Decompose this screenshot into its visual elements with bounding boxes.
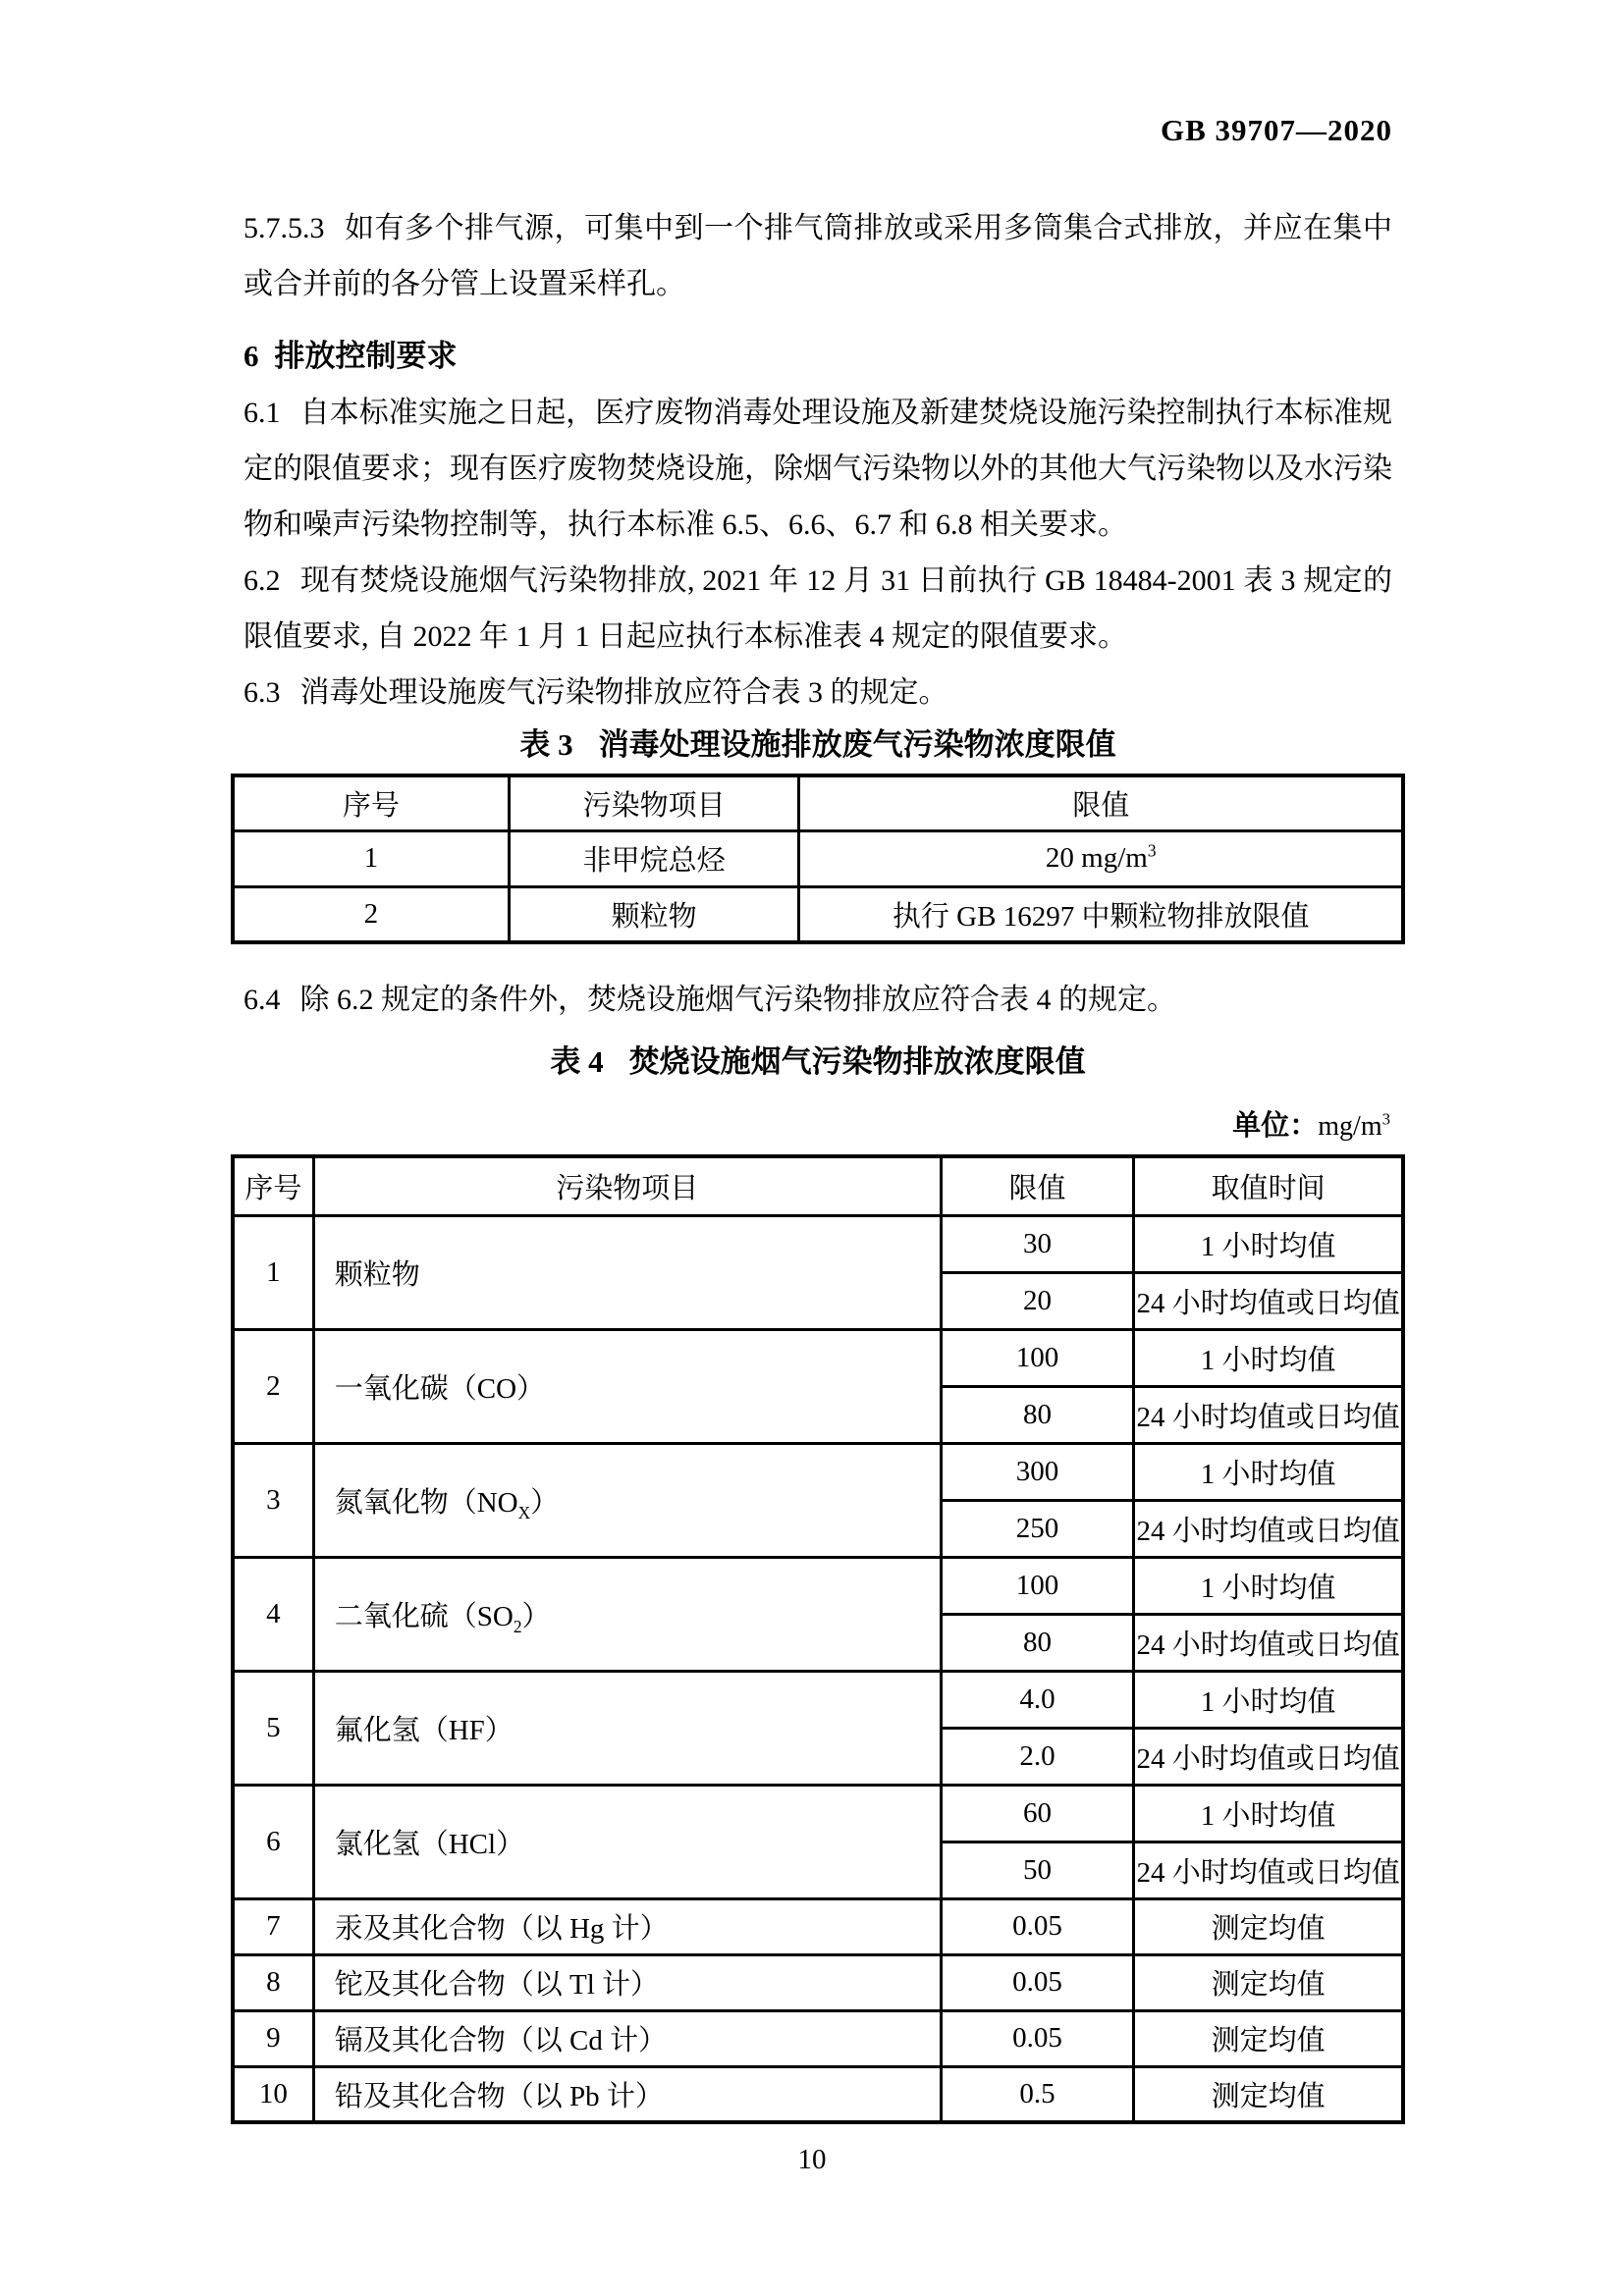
table-row — [233, 1443, 1403, 1500]
limit-value: 60 — [941, 1785, 1134, 1842]
pollutant-item: 非甲烷总烃 — [509, 830, 799, 886]
limit-value: 80 — [941, 1614, 1134, 1671]
table3-title — [244, 724, 1392, 766]
limit-value — [799, 830, 1403, 886]
table-row — [233, 1785, 1403, 1842]
table-row — [233, 1954, 1403, 2010]
pollutant-name — [313, 1443, 941, 1557]
table-row — [233, 1215, 1403, 1272]
row-no: 9 — [233, 2010, 313, 2066]
clause-number: 6.4 — [244, 984, 281, 1016]
row-no: 2 — [233, 1329, 313, 1443]
time-basis: 1 小时均值 — [1134, 1215, 1403, 1272]
clause-text: 消毒处理设施废气污染物排放应符合表 3 的规定。 — [299, 676, 948, 709]
pollutant-name: 铅及其化合物（以 Pb 计） — [313, 2066, 941, 2122]
time-basis: 1 小时均值 — [1134, 1785, 1403, 1842]
clause-6-4 — [244, 972, 1392, 1028]
pollutant-name-subscript: 2 — [513, 1616, 522, 1636]
table4-unit-note — [244, 1108, 1392, 1145]
table4-title-text: 焚烧设施烟气污染物排放浓度限值 — [628, 1044, 1086, 1079]
pollutant-name — [313, 1785, 941, 1898]
table4-header-limit: 限值 — [941, 1156, 1134, 1215]
table3-header-no: 序号 — [233, 775, 509, 830]
unit-superscript: 3 — [1381, 1109, 1390, 1129]
limit-value: 30 — [941, 1215, 1134, 1272]
limit-value-text: 20 mg/m — [1045, 842, 1148, 874]
pollutant-name-text: 氟化氢（HF） — [334, 1714, 514, 1746]
page-content — [244, 0, 1400, 2124]
pollutant-name-text: 二氧化硫（SO — [334, 1600, 514, 1632]
row-no: 10 — [233, 2066, 313, 2122]
table4-header-time: 取值时间 — [1134, 1156, 1403, 1215]
page-number: 10 — [797, 2144, 827, 2175]
clause-number: 5.7.5.3 — [244, 212, 325, 244]
table-row — [233, 886, 1403, 942]
table-row — [233, 1671, 1403, 1728]
limit-value: 0.05 — [941, 1898, 1134, 1954]
table4-header-item: 污染物项目 — [313, 1156, 941, 1215]
limit-value — [799, 886, 1403, 942]
time-basis: 测定均值 — [1134, 1954, 1403, 2010]
pollutant-name-text: 氮氧化物（NO — [334, 1486, 518, 1519]
clause-number: 6.3 — [244, 676, 281, 709]
limit-value: 100 — [941, 1557, 1134, 1614]
pollutant-name — [313, 1557, 941, 1671]
section-6-heading — [244, 334, 1392, 379]
time-basis: 测定均值 — [1134, 2066, 1403, 2122]
clause-6-1 — [244, 385, 1392, 553]
pollutant-name: 铊及其化合物（以 Tl 计） — [313, 1954, 941, 2010]
limit-value-text: 执行 GB 16297 中颗粒物排放限值 — [892, 900, 1310, 933]
limit-value: 2.0 — [941, 1728, 1134, 1785]
table4-header-no: 序号 — [233, 1156, 313, 1215]
clause-text: 除 6.2 规定的条件外，焚烧设施烟气污染物排放应符合表 4 的规定。 — [299, 984, 1176, 1016]
limit-value: 300 — [941, 1443, 1134, 1500]
standard-number: GB 39707—2020 — [1160, 113, 1392, 147]
time-basis: 24 小时均值或日均值 — [1134, 1842, 1403, 1898]
clause-text: 自本标准实施之日起，医疗废物消毒处理设施及新建焚烧设施污染控制执行本标准规定的限值要求；现有医疗废物焚烧设施，除烟气污染物以外的其他大气污染物以及水污染物和噪声污染物控制等，执行本标准 6.5、6.6、6.7 和 6.8 相关要求。 — [244, 397, 1392, 541]
limit-value-superscript: 3 — [1147, 840, 1157, 861]
limit-value: 0.05 — [941, 1954, 1134, 2010]
pollutant-name: 镉及其化合物（以 Cd 计） — [313, 2010, 941, 2066]
row-no: 4 — [233, 1557, 313, 1671]
time-basis: 24 小时均值或日均值 — [1134, 1500, 1403, 1557]
table-row — [233, 1329, 1403, 1386]
limit-value: 20 — [941, 1272, 1134, 1329]
clause-6-3 — [244, 665, 1392, 721]
pollutant-name-subscript: X — [517, 1502, 531, 1522]
time-basis: 24 小时均值或日均值 — [1134, 1728, 1403, 1785]
row-no: 7 — [233, 1898, 313, 1954]
table-row — [233, 1898, 1403, 1954]
table3-header-item: 污染物项目 — [509, 775, 799, 830]
time-basis: 24 小时均值或日均值 — [1134, 1614, 1403, 1671]
pollutant-name-text: 氯化氢（HCl） — [334, 1828, 525, 1860]
table3-label: 表 3 — [519, 727, 573, 762]
clause-number: 6.2 — [244, 564, 281, 597]
table4-label: 表 4 — [550, 1044, 604, 1079]
table4-title — [244, 1041, 1392, 1083]
section-title: 排放控制要求 — [274, 339, 458, 373]
pollutant-name-suffix: ） — [530, 1486, 560, 1519]
row-no: 8 — [233, 1954, 313, 2010]
table3-header-limit: 限值 — [799, 775, 1403, 830]
time-basis: 测定均值 — [1134, 2010, 1403, 2066]
unit-label: 单位： — [1232, 1110, 1319, 1142]
row-no: 6 — [233, 1785, 313, 1898]
unit-value: mg/m — [1318, 1111, 1382, 1142]
clause-6-2 — [244, 553, 1392, 665]
table-row — [233, 830, 1403, 886]
table3 — [231, 774, 1405, 944]
table-row — [233, 2010, 1403, 2066]
pollutant-name — [313, 1329, 941, 1443]
table3-title-text: 消毒处理设施排放废气污染物浓度限值 — [598, 727, 1116, 762]
table-row — [233, 2066, 1403, 2122]
clause-5-7-5-3 — [244, 200, 1392, 312]
pollutant-name-text: 颗粒物 — [334, 1258, 420, 1291]
section-number: 6 — [244, 339, 259, 373]
pollutant-item: 颗粒物 — [509, 886, 799, 942]
time-basis: 1 小时均值 — [1134, 1557, 1403, 1614]
limit-value: 80 — [941, 1386, 1134, 1443]
pollutant-name: 汞及其化合物（以 Hg 计） — [313, 1898, 941, 1954]
limit-value: 0.05 — [941, 2010, 1134, 2066]
table3-header-row — [233, 775, 1403, 830]
pollutant-name-suffix: ） — [521, 1600, 551, 1632]
row-no: 1 — [233, 1215, 313, 1329]
limit-value: 0.5 — [941, 2066, 1134, 2122]
time-basis: 测定均值 — [1134, 1898, 1403, 1954]
time-basis: 1 小时均值 — [1134, 1671, 1403, 1728]
table4 — [231, 1154, 1405, 2124]
table4-header-row — [233, 1156, 1403, 1215]
clause-text: 如有多个排气源，可集中到一个排气筒排放或采用多筒集合式排放，并应在集中或合并前的各分管上设置采样孔。 — [244, 212, 1392, 300]
table-row — [233, 1557, 1403, 1614]
clause-text: 现有焚烧设施烟气污染物排放, 2021 年 12 月 31 日前执行 GB 18484-2001 表 3 规定的限值要求, 自 2022 年 1 月 1 日起应执行本标准表 4 规定的限值要求。 — [244, 564, 1392, 653]
time-basis: 1 小时均值 — [1134, 1443, 1403, 1500]
limit-value: 250 — [941, 1500, 1134, 1557]
time-basis: 24 小时均值或日均值 — [1134, 1272, 1403, 1329]
pollutant-name-text: 一氧化碳（CO） — [334, 1372, 546, 1405]
time-basis: 24 小时均值或日均值 — [1134, 1386, 1403, 1443]
clause-number: 6.1 — [244, 397, 281, 429]
pollutant-name — [313, 1671, 941, 1785]
limit-value: 100 — [941, 1329, 1134, 1386]
row-no: 5 — [233, 1671, 313, 1785]
time-basis: 1 小时均值 — [1134, 1329, 1403, 1386]
row-no: 1 — [233, 830, 509, 886]
limit-value: 4.0 — [941, 1671, 1134, 1728]
limit-value: 50 — [941, 1842, 1134, 1898]
row-no: 2 — [233, 886, 509, 942]
row-no: 3 — [233, 1443, 313, 1557]
pollutant-name — [313, 1215, 941, 1329]
